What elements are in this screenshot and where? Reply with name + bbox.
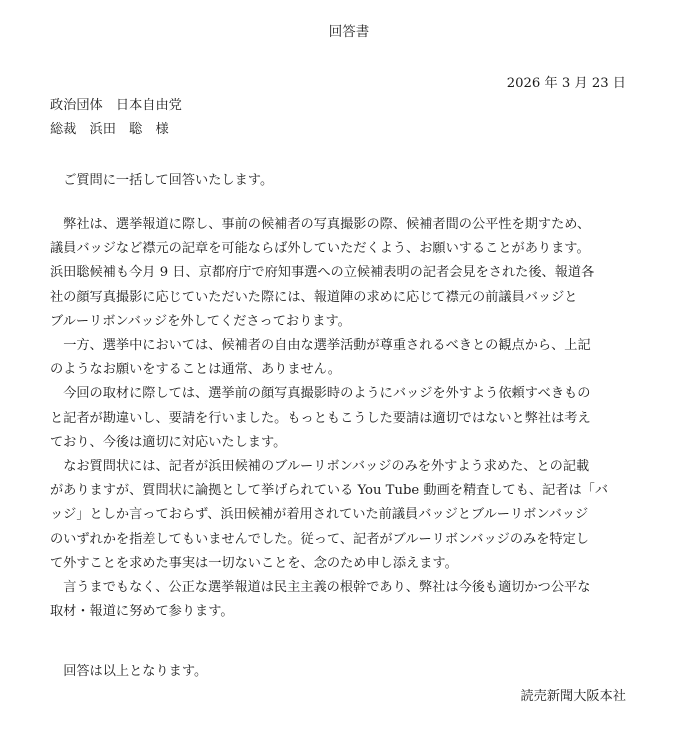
paragraph-line: がありますが、質問状に論拠として挙げられている You Tube 動画を精査しても、記者は「バ: [50, 483, 609, 499]
paragraph-line: 取材・報道に努めて参ります。: [50, 604, 234, 620]
paragraph-line: 議員バッジなど襟元の記章を可能ならば外していただくよう、お願いすることがあります。: [50, 241, 590, 257]
paragraph-3: [50, 382, 646, 455]
paragraph-line: のようなお願いをすることは通常、ありません。: [50, 362, 341, 378]
paragraph-4: [50, 455, 646, 576]
paragraph-5: [50, 576, 646, 624]
addressee-organization: 政治団体 日本自由党: [50, 98, 182, 113]
paragraph-1: [50, 213, 646, 334]
paragraph-2: [50, 334, 646, 382]
paragraph-line: 浜田聡候補も今月 9 日、京都府庁で府知事選への立候補表明の記者会見をされた後、報道各: [50, 265, 595, 281]
closing-sentence: 回答は以上となります。: [63, 664, 208, 679]
paragraph-line: ブルーリボンバッジを外してくださっております。: [50, 313, 351, 329]
paragraph-line: 言うまでもなく、公正な選挙報道は民主主義の根幹であり、弊社は今後も適切かつ公平な: [63, 580, 591, 596]
addressee-person: 総裁 浜田 聡 様: [50, 122, 169, 137]
signer-name: 読売新聞大阪本社: [520, 689, 626, 704]
paragraph-line: 今回の取材に際しては、選挙前の顔写真撮影時のようにバッジを外すよう依頼すべきもの: [63, 386, 591, 402]
intro-sentence: ご質問に一括して回答いたします。: [63, 173, 274, 188]
paragraph-line: と記者が勘違いし、要請を行いました。もっともこうした要請は適切ではないと弊社は考え: [50, 410, 591, 426]
document-title: 回答書: [328, 24, 370, 40]
paragraph-line: ッジ」としか言っておらず、浜田候補が着用されていた前議員バッジとブルーリボンバッジ: [50, 507, 589, 523]
addressee-block: [50, 94, 182, 142]
document-date: 2026 年 3 月 23 日: [506, 76, 626, 91]
paragraph-line: なお質問状には、記者が浜田候補のブルーリボンバッジのみを外すよう求めた、との記載: [63, 459, 590, 475]
paragraph-line: 一方、選挙中においては、候補者の自由な選挙活動が尊重されるべきとの観点から、上記: [63, 338, 591, 354]
paragraph-line: ており、今後は適切に対応いたします。: [50, 434, 287, 450]
paragraph-line: のいずれかを指差してもいませんでした。従って、記者がブルーリボンバッジのみを特定し: [50, 531, 589, 547]
paragraph-line: て外すことを求めた事実は一切ないことを、念のため申し添えます。: [50, 555, 458, 571]
paragraph-line: 社の顔写真撮影に応じていただいた際には、報道陣の求めに応じて襟元の前議員バッジと: [50, 289, 578, 305]
paragraph-line: 弊社は、選挙報道に際し、事前の候補者の写真撮影の際、候補者間の公平性を期すため、: [63, 217, 591, 232]
body-text: [50, 213, 646, 624]
